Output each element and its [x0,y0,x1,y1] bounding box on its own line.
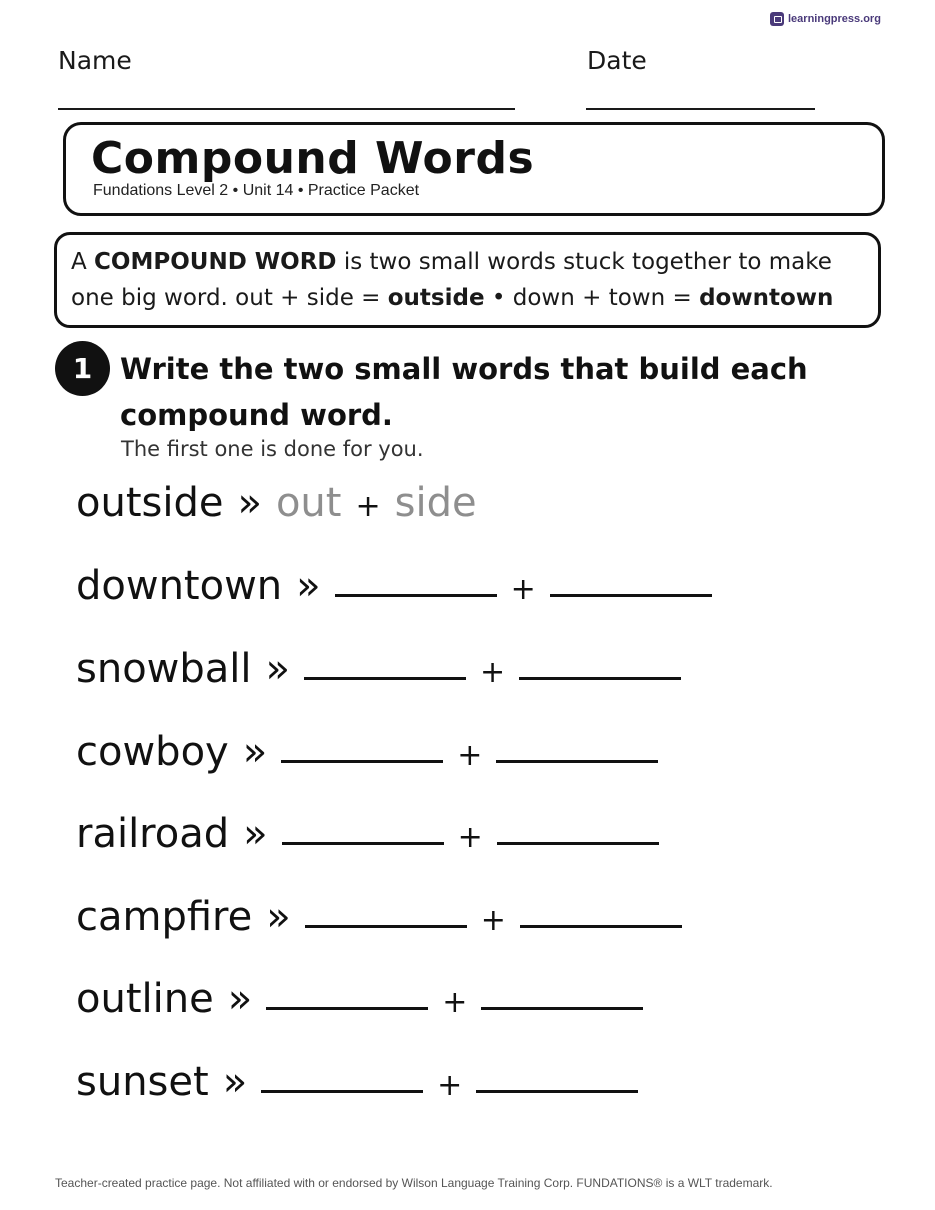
title-box [63,122,885,216]
example-word: outside [76,480,224,526]
name-label: Name [58,46,132,75]
compound-word: outline [76,976,214,1022]
compound-word: campfire [76,894,253,940]
definition-mid: • down + town = [484,285,700,311]
answer-blank-2[interactable] [550,593,712,597]
page-title: Compound Words [91,133,535,184]
answer-blank-1[interactable] [305,924,467,928]
answer-blank-1[interactable] [335,593,497,597]
separator-arrow: » [227,976,253,1022]
word-row [76,976,643,1022]
separator-arrow: » [296,563,321,609]
definition-lead: A [71,249,95,275]
plus-sign: + [457,820,483,855]
compound-word: downtown [76,563,283,609]
answer-blank-1[interactable] [282,841,444,845]
plus-sign: + [355,489,381,524]
section-hint: The first one is done for you. [121,437,424,461]
plus-sign: + [510,572,536,607]
answer-blank-2[interactable] [481,1006,643,1010]
compound-word: cowboy [76,729,229,775]
example-part-1: out [275,480,342,526]
separator-arrow: » [237,480,262,526]
section-instruction: Write the two small words that build each compound word. [120,352,808,432]
date-write-line[interactable] [586,108,815,110]
answer-blank-1[interactable] [266,1006,428,1010]
separator-arrow: » [222,1059,248,1105]
plus-sign: + [457,738,483,773]
answer-blank-2[interactable] [497,841,659,845]
section-number-badge: 1 [55,341,110,396]
separator-arrow: » [266,894,291,940]
answer-blank-2[interactable] [520,924,682,928]
plus-sign: + [437,1068,463,1103]
definition-box [54,232,881,328]
page-subtitle: Fundations Level 2 • Unit 14 • Practice Packet [93,182,420,199]
answer-blank-1[interactable] [304,676,466,680]
plus-sign: + [480,655,506,690]
definition-text: is two small words stuck together to make one big word. out + side = [71,249,832,311]
compound-word: railroad [76,811,230,857]
compound-word: snowball [76,646,252,692]
footer-disclaimer: Teacher-created practice page. Not affiliated with or endorsed by Wilson Language Training Corp. FUNDATIONS® is a WLT trademark. [55,1176,773,1190]
separator-arrow: » [265,646,290,692]
example-row [76,480,477,526]
answer-blank-1[interactable] [261,1089,423,1093]
definition-term: COMPOUND WORD [94,249,337,275]
example-part-2: side [394,480,477,526]
word-row [76,729,658,775]
brand-site: learningpress.org [788,13,881,25]
name-write-line[interactable] [58,108,515,110]
compound-word: sunset [76,1059,209,1105]
definition-example-2: downtown [699,285,834,311]
word-row [76,811,659,857]
word-row [76,563,712,609]
date-label: Date [587,46,647,75]
word-row [76,1059,638,1105]
brand [770,12,881,26]
answer-blank-2[interactable] [519,676,681,680]
plus-sign: + [480,903,506,938]
plus-sign: + [442,985,468,1020]
separator-arrow: » [243,811,268,857]
word-row [76,646,681,692]
separator-arrow: » [242,729,268,775]
answer-blank-2[interactable] [476,1089,638,1093]
definition-example-1: outside [387,285,485,311]
answer-blank-1[interactable] [281,759,443,763]
word-row [76,894,682,940]
learningpress-logo-icon [770,12,784,26]
answer-blank-2[interactable] [496,759,658,763]
